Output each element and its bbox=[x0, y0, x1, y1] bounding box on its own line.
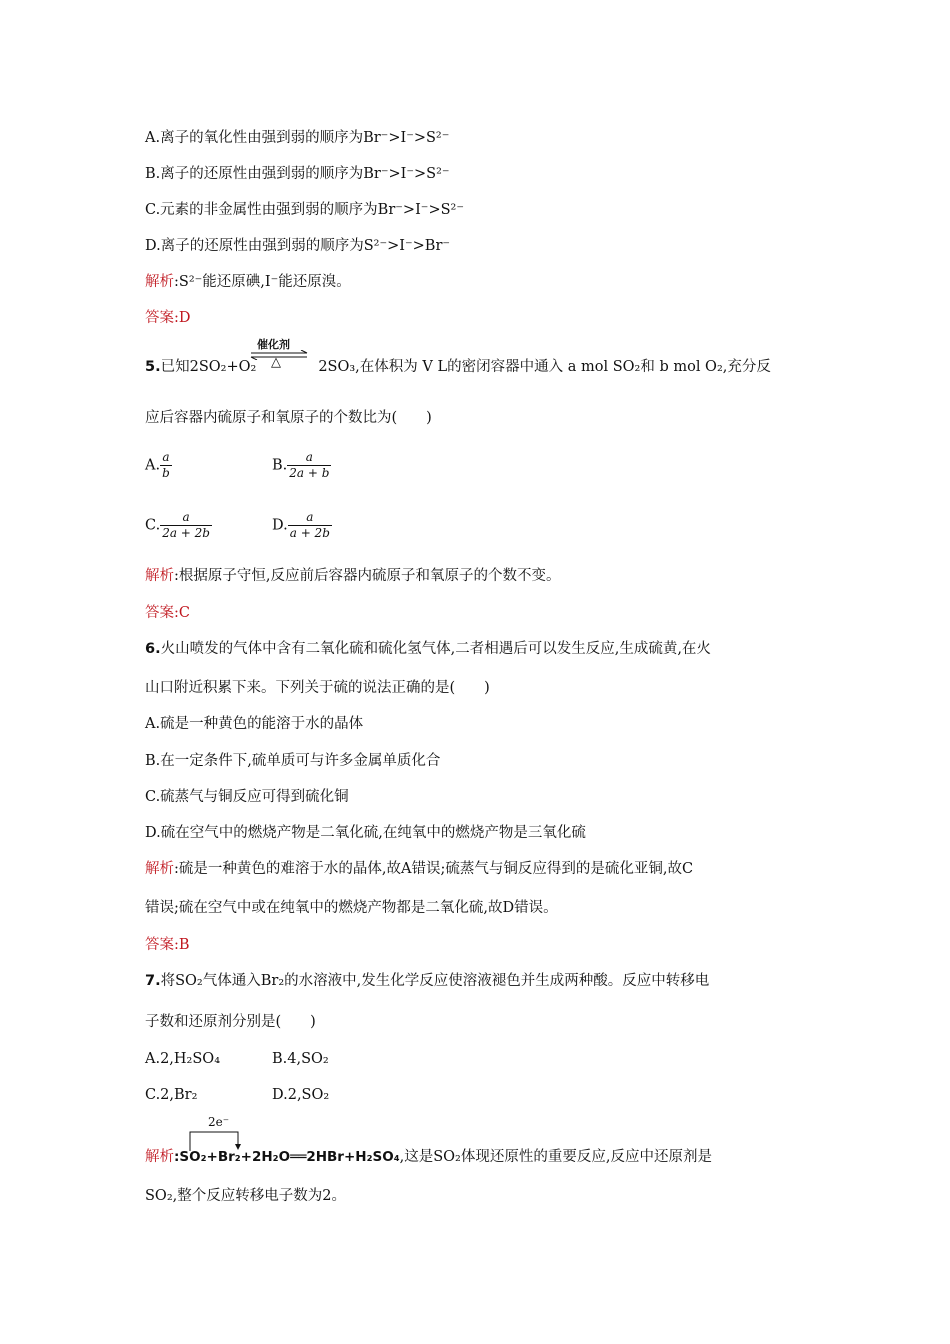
question-number: 6. bbox=[145, 641, 161, 657]
analysis-label: 解析 bbox=[145, 861, 174, 877]
answer-value: :C bbox=[174, 605, 190, 621]
fraction: $\frac{a}{2a + 2b}$ bbox=[162, 510, 210, 540]
q5-text-after: 2SO₃,在体积为 V L的密闭容器中通入 a mol SO₂和 b mol O₂,充分反 bbox=[318, 359, 771, 375]
q7-option-a: A.2,H₂SO₄ bbox=[145, 1051, 221, 1067]
q6-analysis-line2: 错误;硫在空气中或在纯氧中的燃烧产物都是二氧化硫,故D错误。 bbox=[145, 900, 558, 916]
option-label: B. bbox=[272, 457, 288, 474]
q7-text: 将SO₂气体通入Br₂的水溶液中,发生化学反应使溶液褪色并生成两种酸。反应中转移电 bbox=[160, 973, 710, 989]
q6-option-c: C.硫蒸气与铜反应可得到硫化铜 bbox=[145, 789, 349, 805]
answer-value: :B bbox=[174, 937, 190, 953]
analysis-label: 解析 bbox=[145, 274, 174, 290]
question-number: 5. bbox=[145, 359, 161, 375]
q5-answer bbox=[145, 603, 190, 623]
fraction: $\frac{a}{2a + b}$ bbox=[289, 450, 330, 480]
q6-option-b: B.在一定条件下,硫单质可与许多金属单质化合 bbox=[145, 753, 441, 769]
q6-text: 火山喷发的气体中含有二氧化硫和硫化氢气体,二者相遇后可以发生反应,生成硫黄,在火 bbox=[160, 641, 711, 657]
catalyst-label: 催化剂 bbox=[257, 338, 290, 351]
q6-option-a: A.硫是一种黄色的能溶于水的晶体 bbox=[145, 716, 364, 732]
answer-label: 答案 bbox=[145, 937, 174, 953]
fraction: $\frac{a}{a + 2b}$ bbox=[289, 510, 330, 540]
q7-stem-line2: 子数和还原剂分别是( ) bbox=[145, 1014, 316, 1030]
q5-stem-line2: 应后容器内硫原子和氧原子的个数比为( ) bbox=[145, 410, 432, 426]
q7-analysis-line1 bbox=[145, 1147, 712, 1167]
q5-option-b bbox=[272, 450, 331, 481]
q5-text-before: 已知2SO₂+O₂ bbox=[160, 359, 257, 375]
answer-value: :D bbox=[174, 310, 191, 326]
q4-option-d: D.离子的还原性由强到弱的顺序为S²⁻>I⁻>Br⁻ bbox=[145, 238, 451, 254]
q7-option-d: D.2,SO₂ bbox=[272, 1087, 330, 1103]
q5-analysis bbox=[145, 566, 561, 586]
q4-analysis bbox=[145, 272, 351, 292]
option-label: D. bbox=[272, 517, 288, 534]
reaction-equation: :SO₂+Br₂+2H₂O══2HBr+H₂SO₄ bbox=[174, 1149, 400, 1165]
q6-stem-line1 bbox=[145, 639, 711, 659]
analysis-text: ,这是SO₂体现还原性的重要反应,反应中还原剂是 bbox=[399, 1149, 712, 1165]
q6-analysis-line1 bbox=[145, 859, 693, 879]
reversible-arrow-with-catalyst bbox=[249, 336, 309, 376]
q7-stem-line1 bbox=[145, 971, 709, 991]
electron-count-label: 2e⁻ bbox=[208, 1115, 230, 1129]
q6-answer bbox=[145, 935, 190, 955]
q4-option-a: A.离子的氧化性由强到弱的顺序为Br⁻>I⁻>S²⁻ bbox=[145, 130, 450, 146]
fraction: $\frac{a}{b}$ bbox=[162, 450, 170, 480]
q4-option-b: B.离子的还原性由强到弱的顺序为Br⁻>I⁻>S²⁻ bbox=[145, 166, 450, 182]
electron-transfer-marker bbox=[188, 1115, 248, 1151]
analysis-label: 解析 bbox=[145, 1149, 174, 1165]
q6-option-d: D.硫在空气中的燃烧产物是二氧化硫,在纯氧中的燃烧产物是三氧化硫 bbox=[145, 825, 586, 841]
heat-symbol: △ bbox=[271, 355, 281, 370]
analysis-text: :根据原子守恒,反应前后容器内硫原子和氧原子的个数不变。 bbox=[174, 568, 561, 584]
q5-option-c bbox=[145, 510, 212, 541]
analysis-label: 解析 bbox=[145, 568, 174, 584]
q6-stem-line2: 山口附近积累下来。下列关于硫的说法正确的是( ) bbox=[145, 680, 490, 696]
q4-answer bbox=[145, 308, 191, 328]
question-number: 7. bbox=[145, 973, 161, 989]
electron-transfer-arrow-icon bbox=[188, 1115, 248, 1151]
analysis-text: :S²⁻能还原碘,I⁻能还原溴。 bbox=[174, 274, 351, 290]
answer-label: 答案 bbox=[145, 310, 174, 326]
q7-analysis-line2: SO₂,整个反应转移电子数为2。 bbox=[145, 1188, 346, 1204]
q5-stem-line1 bbox=[145, 357, 771, 377]
q4-option-c: C.元素的非金属性由强到弱的顺序为Br⁻>I⁻>S²⁻ bbox=[145, 202, 465, 218]
q7-option-c: C.2,Br₂ bbox=[145, 1087, 198, 1103]
q5-option-a bbox=[145, 450, 172, 481]
answer-label: 答案 bbox=[145, 605, 174, 621]
q5-option-d bbox=[272, 510, 332, 541]
option-label: C. bbox=[145, 517, 161, 534]
q7-option-b: B.4,SO₂ bbox=[272, 1051, 329, 1067]
option-label: A. bbox=[145, 457, 161, 474]
analysis-text: :硫是一种黄色的难溶于水的晶体,故A错误;硫蒸气与铜反应得到的是硫化亚铜,故C bbox=[174, 861, 694, 877]
